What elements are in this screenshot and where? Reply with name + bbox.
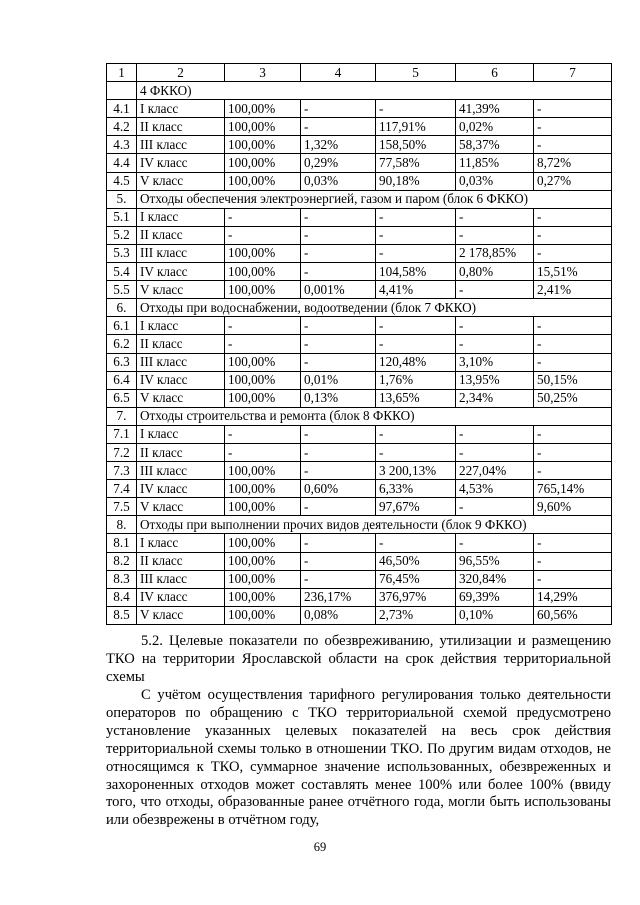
value-cell: - — [456, 498, 534, 516]
value-cell: - — [534, 462, 612, 480]
value-cell: 6,33% — [376, 480, 456, 498]
hazard-class-cell: III класс — [137, 353, 225, 371]
value-cell: - — [376, 443, 456, 461]
hazard-class-cell: IV класс — [137, 588, 225, 606]
value-cell: - — [376, 100, 456, 118]
hazard-class-cell: III класс — [137, 462, 225, 480]
section-number-cell: 7. — [107, 407, 137, 425]
row-number-cell: 6.3 — [107, 353, 137, 371]
table-row — [107, 353, 612, 371]
value-cell: 100,00% — [225, 534, 301, 552]
value-cell: 0,001% — [301, 281, 376, 299]
hazard-class-cell: IV класс — [137, 263, 225, 281]
value-cell: - — [534, 208, 612, 226]
value-cell: - — [225, 317, 301, 335]
value-cell: 97,67% — [376, 498, 456, 516]
value-cell: - — [376, 208, 456, 226]
value-cell: 100,00% — [225, 244, 301, 262]
value-cell: - — [301, 317, 376, 335]
value-cell: - — [534, 244, 612, 262]
value-cell: 100,00% — [225, 172, 301, 190]
table-row — [107, 534, 612, 552]
value-cell: - — [534, 118, 612, 136]
value-cell: 0,13% — [301, 389, 376, 407]
hazard-class-cell: V класс — [137, 281, 225, 299]
value-cell: 2 178,85% — [456, 244, 534, 262]
value-cell: - — [301, 570, 376, 588]
table-header-row — [107, 64, 612, 82]
value-cell: 4,41% — [376, 281, 456, 299]
value-cell: 15,51% — [534, 263, 612, 281]
hazard-class-cell: II класс — [137, 443, 225, 461]
value-cell: 765,14% — [534, 480, 612, 498]
hazard-class-cell: II класс — [137, 118, 225, 136]
table-row — [107, 100, 612, 118]
section-row — [107, 407, 612, 425]
section-title-cell: Отходы при водоснабжении, водоотведении (блок 7 ФККО) — [137, 299, 612, 317]
table-row — [107, 244, 612, 262]
table-body — [107, 82, 612, 625]
row-number-cell: 4.5 — [107, 172, 137, 190]
value-cell: 100,00% — [225, 371, 301, 389]
value-cell: 100,00% — [225, 154, 301, 172]
value-cell: - — [456, 335, 534, 353]
value-cell: - — [534, 552, 612, 570]
value-cell: 100,00% — [225, 281, 301, 299]
value-cell: 117,91% — [376, 118, 456, 136]
continuation-title-cell: 4 ФККО) — [137, 82, 612, 100]
header-cell: 6 — [456, 64, 534, 82]
table-row — [107, 226, 612, 244]
value-cell: - — [301, 443, 376, 461]
value-cell: 0,01% — [301, 371, 376, 389]
value-cell: 46,50% — [376, 552, 456, 570]
value-cell: - — [456, 443, 534, 461]
value-cell: 60,56% — [534, 606, 612, 624]
value-cell: - — [301, 263, 376, 281]
hazard-class-cell: II класс — [137, 335, 225, 353]
value-cell: 1,76% — [376, 371, 456, 389]
table-row — [107, 606, 612, 624]
hazard-class-cell: V класс — [137, 389, 225, 407]
table-row — [107, 570, 612, 588]
value-cell: - — [301, 552, 376, 570]
value-cell: - — [301, 462, 376, 480]
value-cell: - — [301, 118, 376, 136]
continuation-row — [107, 82, 612, 100]
value-cell: - — [534, 353, 612, 371]
header-cell: 2 — [137, 64, 225, 82]
value-cell: 0,80% — [456, 263, 534, 281]
row-number-cell: 5.2 — [107, 226, 137, 244]
value-cell: 90,18% — [376, 172, 456, 190]
value-cell: 0,29% — [301, 154, 376, 172]
table-header — [107, 64, 612, 82]
value-cell: 77,58% — [376, 154, 456, 172]
value-cell: 2,41% — [534, 281, 612, 299]
row-number-cell: 7.3 — [107, 462, 137, 480]
table-row — [107, 172, 612, 190]
value-cell: - — [376, 226, 456, 244]
value-cell: - — [456, 534, 534, 552]
row-number-cell: 6.4 — [107, 371, 137, 389]
value-cell: 58,37% — [456, 136, 534, 154]
hazard-class-cell: I класс — [137, 317, 225, 335]
empty-cell — [107, 82, 137, 100]
value-cell: 100,00% — [225, 136, 301, 154]
hazard-class-cell: II класс — [137, 226, 225, 244]
row-number-cell: 5.1 — [107, 208, 137, 226]
page-number: 69 — [313, 840, 327, 854]
table-row — [107, 498, 612, 516]
table-row — [107, 480, 612, 498]
table-row — [107, 154, 612, 172]
value-cell: 236,17% — [301, 588, 376, 606]
hazard-class-cell: III класс — [137, 570, 225, 588]
value-cell: 100,00% — [225, 570, 301, 588]
hazard-class-cell: I класс — [137, 100, 225, 118]
row-number-cell: 6.1 — [107, 317, 137, 335]
value-cell: 0,10% — [456, 606, 534, 624]
value-cell: 2,73% — [376, 606, 456, 624]
value-cell: 227,04% — [456, 462, 534, 480]
table-row — [107, 425, 612, 443]
value-cell: - — [376, 335, 456, 353]
value-cell: - — [534, 425, 612, 443]
section-heading-paragraph: 5.2. Целевые показатели по обезвреживанию, утилизации и размещению ТКО на территории Ярославской области на срок действия территориальной схемы — [106, 633, 611, 685]
value-cell: 100,00% — [225, 498, 301, 516]
table-row — [107, 281, 612, 299]
row-number-cell: 5.5 — [107, 281, 137, 299]
value-cell: 100,00% — [225, 353, 301, 371]
value-cell: 0,02% — [456, 118, 534, 136]
hazard-class-cell: V класс — [137, 606, 225, 624]
value-cell: - — [301, 425, 376, 443]
value-cell: 120,48% — [376, 353, 456, 371]
value-cell: 3 200,13% — [376, 462, 456, 480]
section-row — [107, 299, 612, 317]
table-row — [107, 263, 612, 281]
value-cell: 8,72% — [534, 154, 612, 172]
value-cell: - — [301, 335, 376, 353]
value-cell: - — [301, 100, 376, 118]
header-cell: 7 — [534, 64, 612, 82]
value-cell: - — [534, 335, 612, 353]
value-cell: - — [301, 208, 376, 226]
value-cell: - — [225, 443, 301, 461]
value-cell: - — [301, 244, 376, 262]
header-cell: 4 — [301, 64, 376, 82]
hazard-class-cell: I класс — [137, 425, 225, 443]
value-cell: 11,85% — [456, 154, 534, 172]
hazard-class-cell: I класс — [137, 208, 225, 226]
value-cell: 13,65% — [376, 389, 456, 407]
table-row — [107, 371, 612, 389]
value-cell: 100,00% — [225, 588, 301, 606]
value-cell: - — [301, 498, 376, 516]
table-row — [107, 335, 612, 353]
row-number-cell: 6.2 — [107, 335, 137, 353]
value-cell: 0,03% — [456, 172, 534, 190]
value-cell: - — [456, 425, 534, 443]
value-cell: - — [301, 226, 376, 244]
value-cell: - — [534, 570, 612, 588]
value-cell: 0,60% — [301, 480, 376, 498]
value-cell: 100,00% — [225, 389, 301, 407]
value-cell: 9,60% — [534, 498, 612, 516]
value-cell: 4,53% — [456, 480, 534, 498]
value-cell: - — [534, 100, 612, 118]
row-number-cell: 7.4 — [107, 480, 137, 498]
value-cell: 50,15% — [534, 371, 612, 389]
table-row — [107, 118, 612, 136]
value-cell: 69,39% — [456, 588, 534, 606]
table-row — [107, 588, 612, 606]
row-number-cell: 8.2 — [107, 552, 137, 570]
value-cell: 0,27% — [534, 172, 612, 190]
row-number-cell: 8.5 — [107, 606, 137, 624]
section-number-cell: 5. — [107, 190, 137, 208]
section-title-cell: Отходы обеспечения электроэнергией, газом и паром (блок 6 ФККО) — [137, 190, 612, 208]
value-cell: - — [534, 443, 612, 461]
hazard-class-cell: IV класс — [137, 154, 225, 172]
row-number-cell: 4.1 — [107, 100, 137, 118]
hazard-class-cell: V класс — [137, 172, 225, 190]
hazard-class-cell: II класс — [137, 552, 225, 570]
header-cell: 3 — [225, 64, 301, 82]
value-cell: 0,08% — [301, 606, 376, 624]
value-cell: 100,00% — [225, 118, 301, 136]
value-cell: - — [456, 281, 534, 299]
row-number-cell: 4.2 — [107, 118, 137, 136]
value-cell: 100,00% — [225, 606, 301, 624]
section-row — [107, 190, 612, 208]
value-cell: - — [225, 208, 301, 226]
hazard-class-cell: IV класс — [137, 480, 225, 498]
row-number-cell: 5.3 — [107, 244, 137, 262]
table-row — [107, 136, 612, 154]
value-cell: - — [301, 534, 376, 552]
table-row — [107, 462, 612, 480]
value-cell: - — [376, 425, 456, 443]
value-cell: - — [376, 244, 456, 262]
body-paragraph: С учётом осуществления тарифного регулирования только деятельности операторов по обращению с ТКО территориальной схемой предусмотрено установление указанных целевых показателей на весь срок действия территориальной схемы только в отношении ТКО. По другим видам отходов, не относящимся к ТКО, суммарное значение использованных, обезвреженных и захороненных отходов может составлять менее 100% или более 100% (ввиду того, что отходы, образованные ранее отчётного года, могли быть использованы или обезврежены в отчётном году, — [106, 687, 611, 829]
value-cell: 41,39% — [456, 100, 534, 118]
value-cell: - — [534, 226, 612, 244]
hazard-class-cell: IV класс — [137, 371, 225, 389]
section-number-cell: 6. — [107, 299, 137, 317]
waste-indicators-table — [106, 63, 612, 625]
value-cell: 104,58% — [376, 263, 456, 281]
value-cell: 50,25% — [534, 389, 612, 407]
value-cell: 13,95% — [456, 371, 534, 389]
row-number-cell: 4.4 — [107, 154, 137, 172]
value-cell: - — [225, 226, 301, 244]
value-cell: 0,03% — [301, 172, 376, 190]
value-cell: 1,32% — [301, 136, 376, 154]
row-number-cell: 8.1 — [107, 534, 137, 552]
table-row — [107, 389, 612, 407]
hazard-class-cell: V класс — [137, 498, 225, 516]
value-cell: - — [225, 335, 301, 353]
row-number-cell: 5.4 — [107, 263, 137, 281]
row-number-cell: 8.4 — [107, 588, 137, 606]
value-cell: 158,50% — [376, 136, 456, 154]
hazard-class-cell: III класс — [137, 136, 225, 154]
value-cell: 96,55% — [456, 552, 534, 570]
value-cell: 100,00% — [225, 552, 301, 570]
value-cell: - — [456, 208, 534, 226]
section-row — [107, 516, 612, 534]
value-cell: - — [456, 317, 534, 335]
header-cell: 5 — [376, 64, 456, 82]
row-number-cell: 7.1 — [107, 425, 137, 443]
value-cell: 100,00% — [225, 100, 301, 118]
value-cell: - — [376, 317, 456, 335]
row-number-cell: 6.5 — [107, 389, 137, 407]
value-cell: 100,00% — [225, 263, 301, 281]
table-row — [107, 552, 612, 570]
row-number-cell: 4.3 — [107, 136, 137, 154]
table-row — [107, 208, 612, 226]
table-row — [107, 317, 612, 335]
section-title-cell: Отходы строительства и ремонта (блок 8 ФККО) — [137, 407, 612, 425]
value-cell: - — [534, 136, 612, 154]
value-cell: - — [534, 534, 612, 552]
section-title-cell: Отходы при выполнении прочих видов деятельности (блок 9 ФККО) — [137, 516, 612, 534]
row-number-cell: 7.2 — [107, 443, 137, 461]
value-cell: - — [456, 226, 534, 244]
value-cell: 3,10% — [456, 353, 534, 371]
table-row — [107, 443, 612, 461]
value-cell: 100,00% — [225, 480, 301, 498]
value-cell: 376,97% — [376, 588, 456, 606]
value-cell: 14,29% — [534, 588, 612, 606]
value-cell: - — [301, 353, 376, 371]
value-cell: 100,00% — [225, 462, 301, 480]
value-cell: 76,45% — [376, 570, 456, 588]
hazard-class-cell: I класс — [137, 534, 225, 552]
value-cell: 320,84% — [456, 570, 534, 588]
value-cell: 2,34% — [456, 389, 534, 407]
value-cell: - — [534, 317, 612, 335]
row-number-cell: 8.3 — [107, 570, 137, 588]
value-cell: - — [376, 534, 456, 552]
value-cell: - — [225, 425, 301, 443]
hazard-class-cell: III класс — [137, 244, 225, 262]
row-number-cell: 7.5 — [107, 498, 137, 516]
header-cell: 1 — [107, 64, 137, 82]
section-number-cell: 8. — [107, 516, 137, 534]
